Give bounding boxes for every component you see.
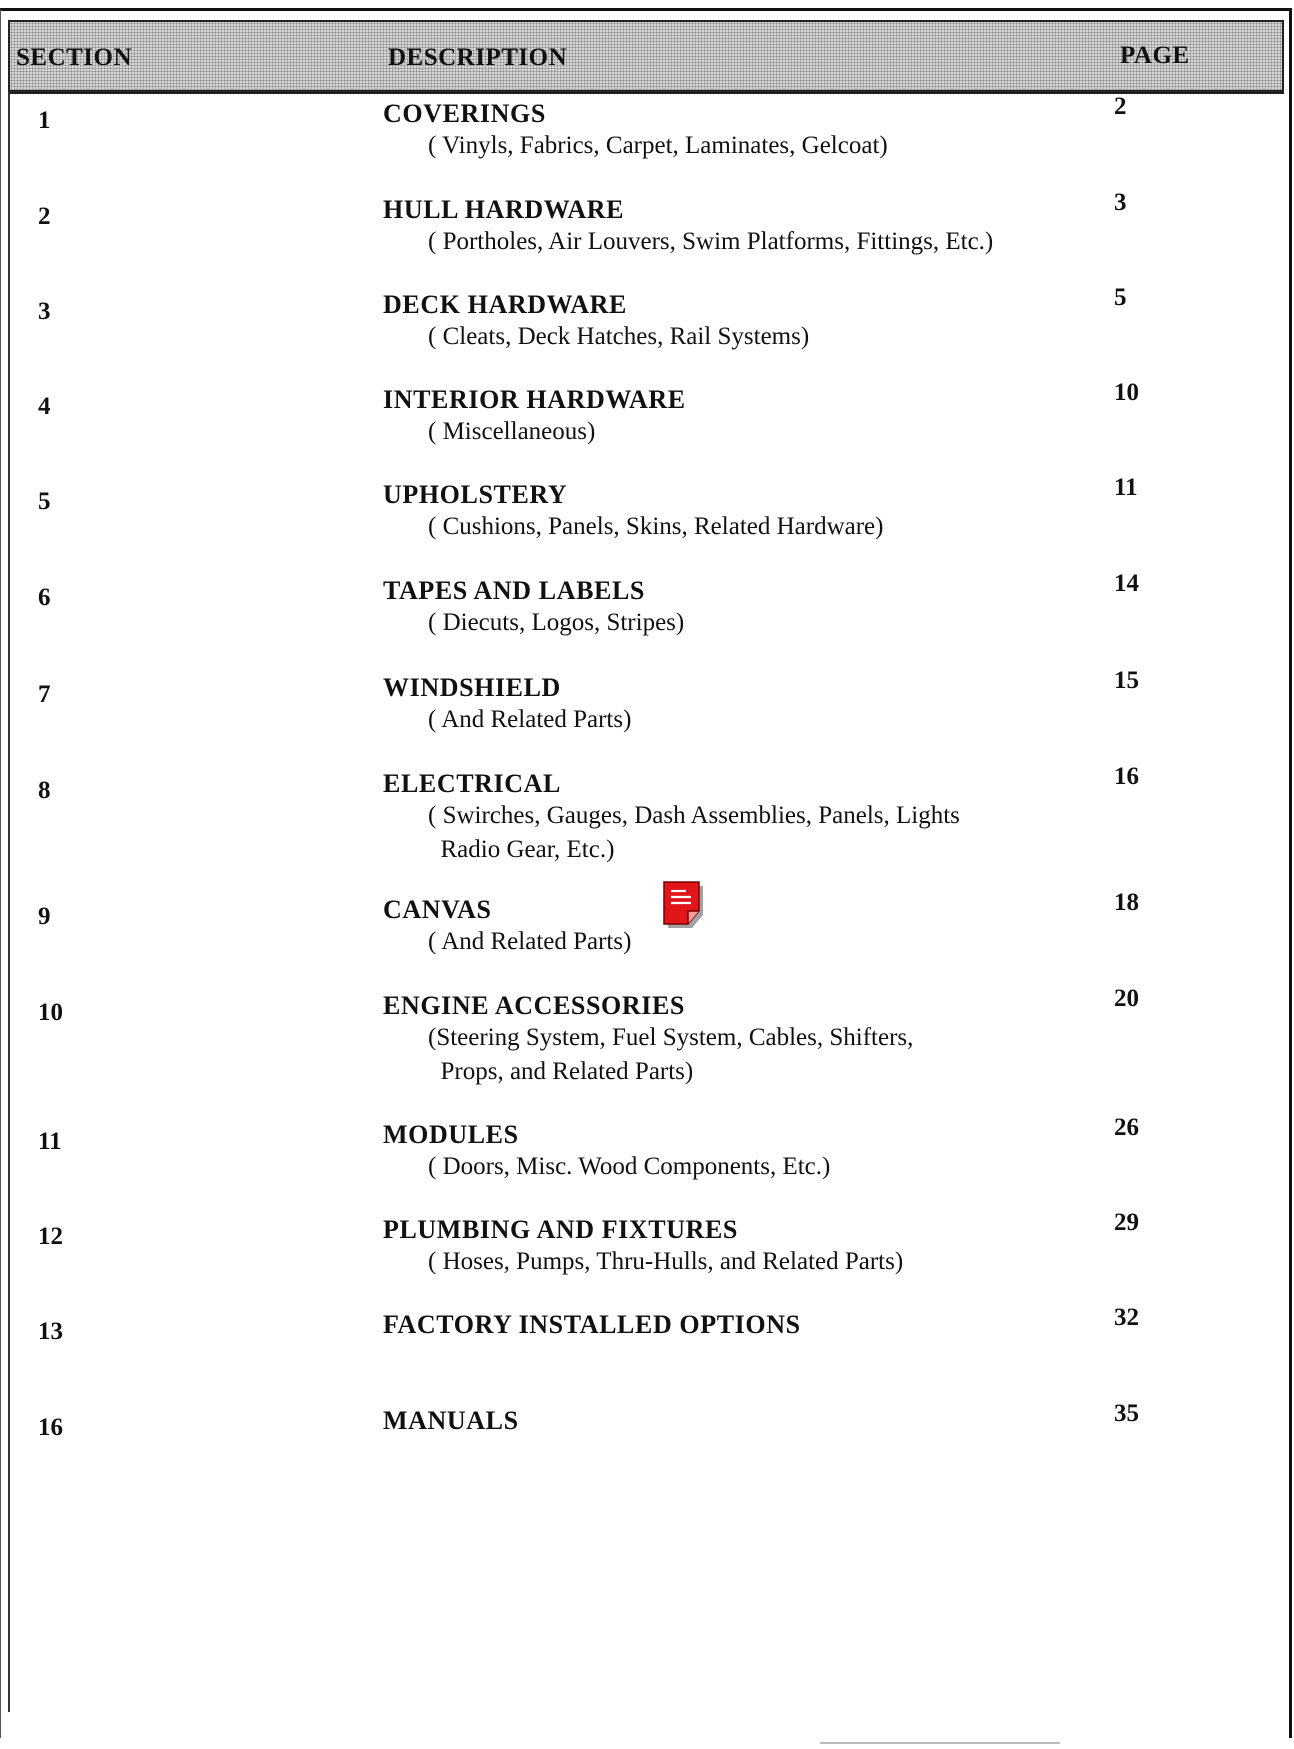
note-icon[interactable] (662, 880, 704, 928)
header-rule (8, 92, 1284, 94)
section-title: HULL HARDWARE (383, 195, 625, 224)
page-number: 2 (1114, 93, 1127, 120)
section-number: 12 (38, 1223, 63, 1250)
section-title: MODULES (383, 1120, 519, 1149)
section-number: 4 (38, 393, 51, 420)
left-rule (8, 92, 10, 1712)
section-details: ( Cushions, Panels, Skins, Related Hardware) (428, 513, 884, 540)
section-number: 7 (38, 681, 51, 708)
section-number: 1 (38, 107, 51, 134)
section-title: INTERIOR HARDWARE (383, 385, 686, 414)
section-details: ( And Related Parts) (428, 706, 632, 733)
section-title: MANUALS (383, 1406, 519, 1435)
section-number: 2 (38, 203, 51, 230)
section-details: ( Doors, Misc. Wood Components, Etc.) (428, 1153, 831, 1180)
section-title: ELECTRICAL (383, 769, 561, 798)
header-description: DESCRIPTION (388, 44, 568, 71)
page-number: 15 (1114, 667, 1139, 694)
page-number: 14 (1114, 570, 1139, 597)
section-details: (Steering System, Fuel System, Cables, Shifters, Props, and Related Parts) (428, 1024, 914, 1085)
page-number: 3 (1114, 189, 1127, 216)
section-details: ( Portholes, Air Louvers, Swim Platforms, Fittings, Etc.) (428, 228, 994, 255)
page-number: 5 (1114, 284, 1127, 311)
section-title: FACTORY INSTALLED OPTIONS (383, 1310, 801, 1339)
page-number: 35 (1114, 1400, 1139, 1427)
section-title: TAPES AND LABELS (383, 576, 645, 605)
section-number: 3 (38, 298, 51, 325)
section-number: 6 (38, 584, 51, 611)
section-number: 13 (38, 1318, 63, 1345)
section-title: CANVAS (383, 895, 492, 924)
section-number: 9 (38, 903, 51, 930)
section-title: ENGINE ACCESSORIES (383, 991, 685, 1020)
section-details: ( Diecuts, Logos, Stripes) (428, 609, 685, 636)
section-title: PLUMBING AND FIXTURES (383, 1215, 738, 1244)
section-title: COVERINGS (383, 99, 546, 128)
section-title: DECK HARDWARE (383, 290, 627, 319)
section-details: ( Vinyls, Fabrics, Carpet, Laminates, Gelcoat) (428, 132, 888, 159)
page-number: 26 (1114, 1114, 1139, 1141)
section-details: ( Swirches, Gauges, Dash Assemblies, Panels, Lights Radio Gear, Etc.) (428, 802, 960, 863)
section-number: 8 (38, 777, 51, 804)
header-page: PAGE (1120, 42, 1190, 69)
section-details: ( Miscellaneous) (428, 418, 596, 445)
page-number: 32 (1114, 1304, 1139, 1331)
section-number: 10 (38, 999, 63, 1026)
section-details: ( Hoses, Pumps, Thru-Hulls, and Related Parts) (428, 1248, 904, 1275)
page-number: 29 (1114, 1209, 1139, 1236)
section-details: ( And Related Parts) (428, 928, 632, 955)
table-header (8, 20, 1284, 92)
page-number: 20 (1114, 985, 1139, 1012)
header-section: SECTION (16, 44, 133, 71)
section-number: 16 (38, 1414, 63, 1441)
section-title: UPHOLSTERY (383, 480, 568, 509)
section-title: WINDSHIELD (383, 673, 561, 702)
page-number: 16 (1114, 763, 1139, 790)
section-number: 11 (38, 1128, 62, 1155)
section-details: ( Cleats, Deck Hatches, Rail Systems) (428, 323, 810, 350)
bottom-edge-mark (820, 1742, 1060, 1744)
page-number: 10 (1114, 379, 1139, 406)
page-frame (0, 8, 1292, 1738)
page-number: 11 (1114, 474, 1138, 501)
section-number: 5 (38, 488, 51, 515)
page-number: 18 (1114, 889, 1139, 916)
